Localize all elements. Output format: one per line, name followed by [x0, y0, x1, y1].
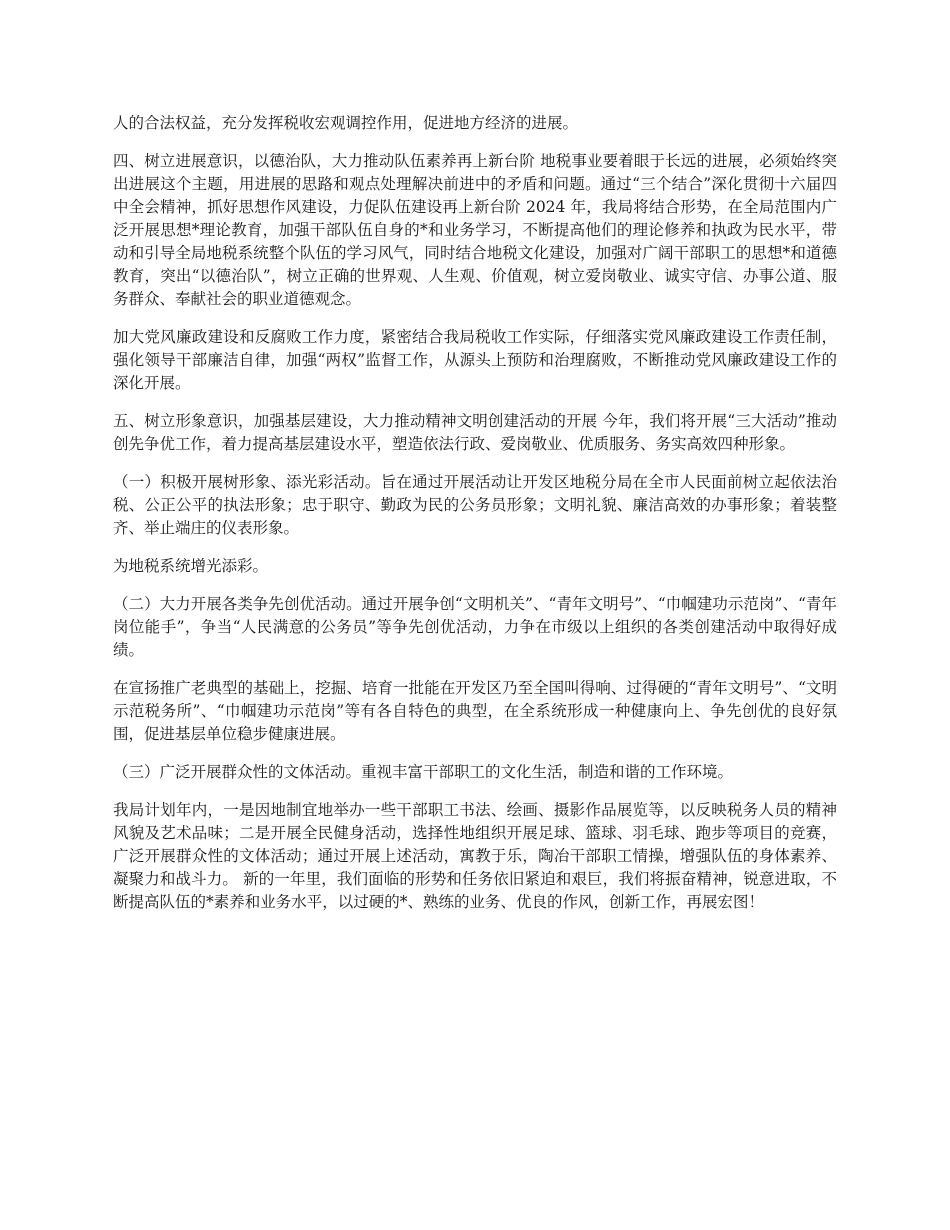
- paragraph-4: 五、树立形象意识，加强基层建设，大力推动精神文明创建活动的开展 今年，我们将开展“三大活动”推动创先争优工作，着力提高基层建设水平，塑造依法行政、爱岗敬业、优质服务、务实高效四种形象。: [113, 412, 837, 453]
- paragraph-6: 为地税系统增光添彩。: [113, 557, 269, 575]
- paragraph-7: （二）大力开展各类争先创优活动。通过开展争创“文明机关”、“青年文明号”、“巾帼建功示范岗”、“青年岗位能手”，争当“人民满意的公务员”等争先创优活动，力争在市级以上组织的各类创建活动中取得好成绩。: [113, 595, 837, 659]
- paragraph-9: （三）广泛开展群众性的文体活动。重视丰富干部职工的文化生活，制造和谐的工作环境。: [113, 763, 734, 781]
- paragraph-8: 在宣扬推广老典型的基础上，挖掘、培育一批能在开发区乃至全国叫得响、过得硬的“青年文明号”、“文明示范税务所”、“巾帼建功示范岗”等有各自特色的典型，在全系统形成一种健康向上、争先创优的良好氛围，促进基层单位稳步健康进展。: [113, 679, 837, 743]
- document-body: [113, 112, 837, 914]
- paragraph-5: （一）积极开展树形象、添光彩活动。旨在通过开展活动让开发区地税分局在全市人民面前树立起依法治税、公正公平的执法形象；忠于职守、勤政为民的公务员形象；文明礼貌、廉洁高效的办事形象；着装整齐、举止端庄的仪表形象。: [113, 473, 837, 537]
- paragraph-10: 我局计划年内，一是因地制宜地举办一些干部职工书法、绘画、摄影作品展览等，以反映税务人员的精神风貌及艺术品味；二是开展全民健身活动，选择性地组织开展足球、篮球、羽毛球、跑步等项目的竞赛，广泛开展群众性的文体活动；通过开展上述活动，寓教于乐，陶冶干部职工情操，增强队伍的身体素养、凝聚力和战斗力。 新的一年里，我们面临的形势和任务依旧紧迫和艰巨，我们将振奋精神，锐意进取，不断提高队伍的*素养和业务水平，以过硬的*、熟练的业务、优良的作风，创新工作，再展宏图！: [113, 801, 837, 911]
- paragraph-3: 加大党风廉政建设和反腐败工作力度，紧密结合我局税收工作实际，仔细落实党风廉政建设工作责任制，强化领导干部廉洁自律，加强“两权”监督工作，从源头上预防和治理腐败，不断推动党风廉政建设工作的深化开展。: [113, 328, 837, 392]
- paragraph-1: 人的合法权益，充分发挥税收宏观调控作用，促进地方经济的进展。: [113, 114, 579, 132]
- paragraph-2: 四、树立进展意识，以德治队，大力推动队伍素养再上新台阶 地税事业要着眼于长远的进展，必须始终突出进展这个主题，用进展的思路和观点处理解决前进中的矛盾和问题。通过“三个结合”深化贯彻十六届四中全会精神，抓好思想作风建设，力促队伍建设再上新台阶 2024 年，我局将结合形势，在全局范围内广泛开展思想*理论教育，加强干部队伍自身的*和业务学习，不断提高他们的理论修养和执政为民水平，带动和引导全局地税系统整个队伍的学习风气，同时结合地税文化建设，加强对广阔干部职工的思想*和道德教育，突出“以德治队”，树立正确的世界观、人生观、价值观，树立爱岗敬业、诚实守信、办事公道、服务群众、奉献社会的职业道德观念。: [113, 152, 837, 308]
